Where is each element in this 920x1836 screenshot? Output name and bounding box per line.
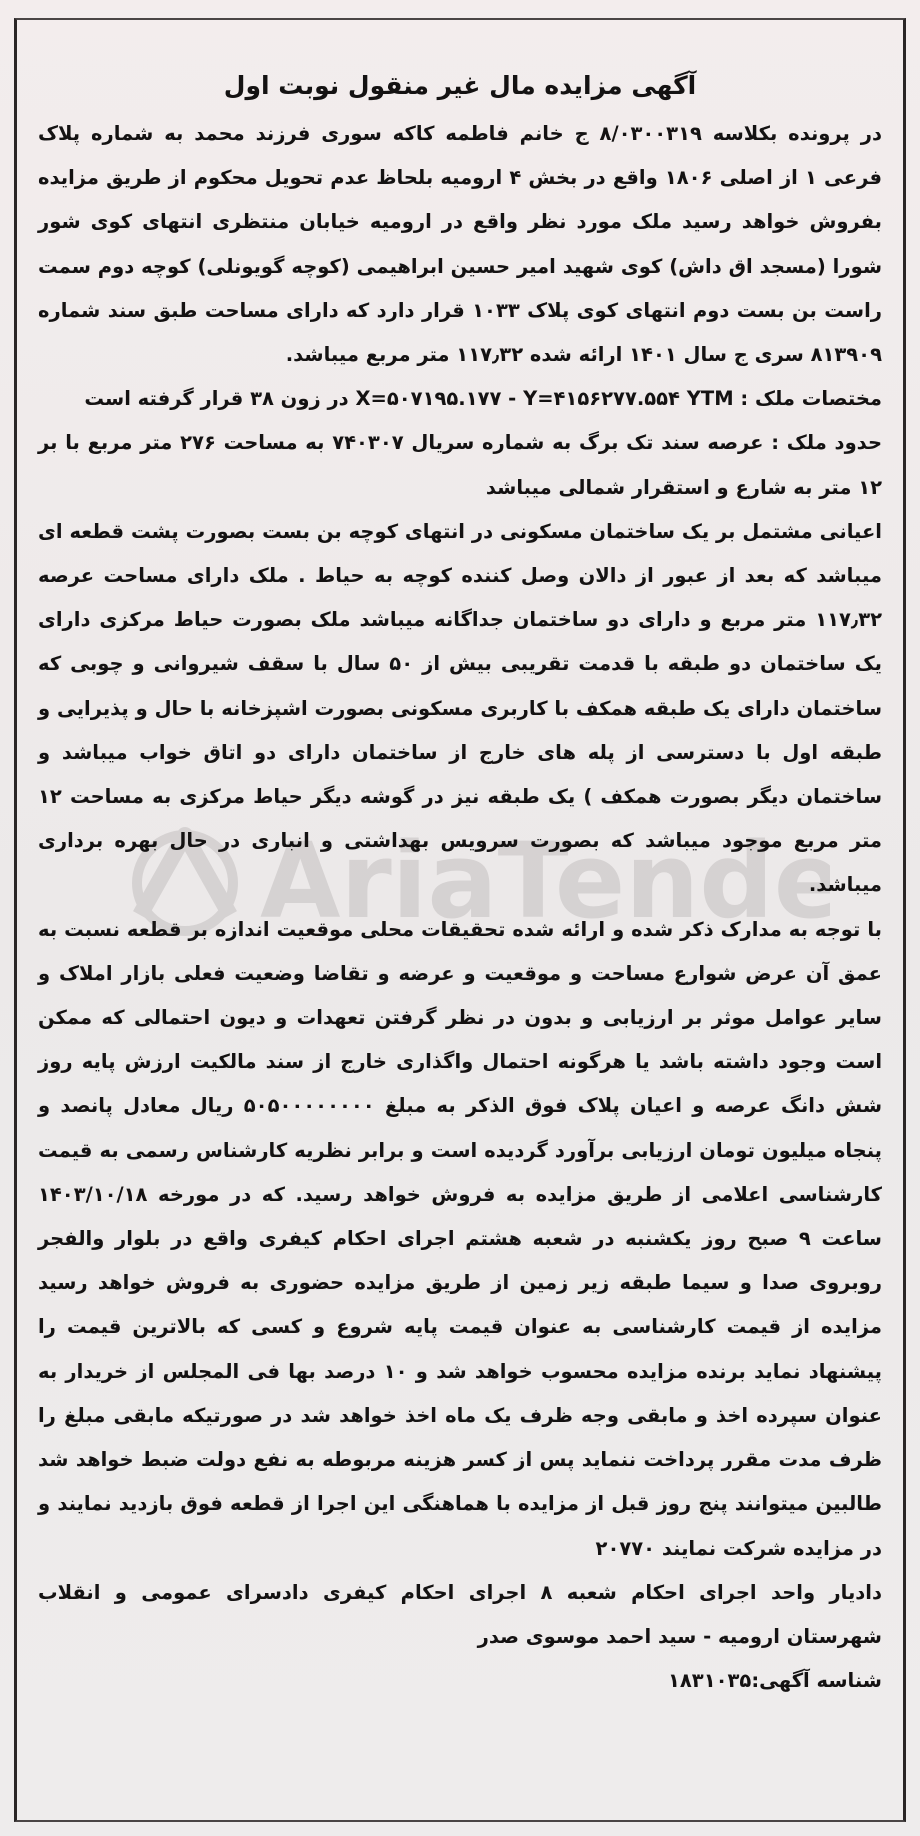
coordinates-line bbox=[38, 377, 882, 421]
ad-id: شناسه آگهی:۱۸۳۱۰۳۵ bbox=[667, 1669, 882, 1693]
coordinates-values: X=۵۰۷۱۹۵.۱۷۷ - Y=۴۱۵۶۲۷۷.۵۵۴ bbox=[355, 387, 680, 411]
coordinates-suffix: در زون ۳۸ قرار گرفته است bbox=[84, 387, 349, 411]
notice-content bbox=[38, 66, 882, 1703]
description-paragraph: اعیانی مشتمل بر یک ساختمان مسکونی در انتهای کوچه بن بست بصورت پشت قطعه ای میباشد که بعد از عبور از دالان وصل کننده کوچه به حیاط . ملک دارای مساحت عرصه ۱۱۷٫۳۲ متر مربع و دارای دو ساختمان جداگانه میباشد ملک بصورت حیاط مرکزی دارای یک ساختمان دو طبقه با قدمت تقریبی بیش از ۵۰ سال با سقف شیروانی و چوبی که ساختمان دارای یک طبقه همکف با کاربری مسکونی بصورت اشپزخانه با حال و پذیرایی و طبقه اول با دسترسی از پله های خارج از ساختمان دارای دو اتاق خواب میباشد و ساختمان دیگر بصورت همکف ) یک طبقه نیز در گوشه دیگر حیاط مرکزی به مساحت ۱۲ متر مربع موجود میباشد که بصورت سرویس بهداشتی و انباری در حال بهره برداری میباشد. bbox=[38, 519, 882, 897]
watermark-text: AriaTende bbox=[260, 820, 830, 942]
intro-paragraph: در پرونده بکلاسه ۸/۰۳۰۰۳۱۹ ج خانم فاطمه کاکه سوری فرزند محمد به شماره پلاک فرعی ۱ از اصلی ۱۸۰۶ واقع در بخش ۴ ارومیه بلحاظ عدم تحویل محکوم از طریق مزایده بفروش خواهد رسید ملک مورد نظر واقع در ارومیه خیابان منتظری انتهای کوی شور شورا (مسجد اق داش) کوی شهید امیر حسین ابراهیمی (کوچه گویونلی) کوچه دوم سمت راست بن بست دوم انتهای کوی پلاک ۱۰۳۳ قرار دارد که دارای مساحت طبق سند شماره ۸۱۳۹۰۹ سری ج سال ۱۴۰۱ ارائه شده ۱۱۷٫۳۲ متر مربع میباشد. bbox=[38, 122, 882, 367]
coordinates-system: YTM bbox=[686, 387, 734, 411]
signature-paragraph: دادیار واحد اجرای احکام شعبه ۸ اجرای احکام کیفری دادسرای عمومی و انقلاب شهرستان ارومیه - سید احمد موسوی صدر bbox=[38, 1580, 882, 1648]
notice-title: آگهی مزایده مال غیر منقول نوبت اول bbox=[223, 71, 697, 100]
coordinates-prefix: مختصات ملک : bbox=[740, 387, 882, 411]
valuation-paragraph: با توجه به مدارک ذکر شده و ارائه شده تحقیقات محلی موقعیت اندازه بر قطعه نسبت به عمق آن عرض شوارع مساحت و موقعیت و عرضه و تقاضا وضعیت فعلی بازار املاک و سایر عوامل موثر بر ارزیابی و بدون در نظر گرفتن تعهدات و دیون احتمالی که ممکن است وجود داشته باشد یا هرگونه احتمال واگذاری خارج از سند مالکیت ارزش پایه روز شش دانگ عرصه و اعیان پلاک فوق الذکر به مبلغ ۵۰۵۰۰۰۰۰۰۰۰ ریال معادل پانصد و پنجاه میلیون تومان ارزیابی برآورد گردیده است و برابر نظریه کارشناس رسمی به قیمت کارشناسی اعلامی از طریق مزایده به فروش خواهد رسید. که در مورخه ۱۴۰۳/۱۰/۱۸ ساعت ۹ صبح روز یکشنبه در شعبه هشتم اجرای احکام کیفری واقع در بلوار والفجر روبروی صدا و سیما طبقه زیر زمین از طریق مزایده حضوری به فروش خواهد رسید مزایده از قیمت کارشناسی به عنوان قیمت پایه شروع و کسی که بالاترین قیمت را پیشنهاد نماید برنده مزایده محسوب خواهد شد و ۱۰ درصد بها فی المجلس از خریدار به عنوان سپرده اخذ و مابقی وجه ظرف یک ماه اخذ خواهد شد در صورتیکه مابقی مبلغ را ظرف مدت مقرر پرداخت ننماید پس از کسر هزینه مربوطه به نفع دولت ضبط خواهد شد طالبین میتوانند پنج روز قبل از مزایده با هماهنگی این اجرا از قطعه فوق بازدید نمایند و در مزایده شرکت نمایند ۲۰۷۷۰ bbox=[38, 917, 882, 1560]
boundaries-paragraph: حدود ملک : عرصه سند تک برگ به شماره سریال ۷۴۰۳۰۷ به مساحت ۲۷۶ متر مربع با بر ۱۲ متر به شارع و استقرار شمالی میباشد bbox=[38, 431, 883, 499]
